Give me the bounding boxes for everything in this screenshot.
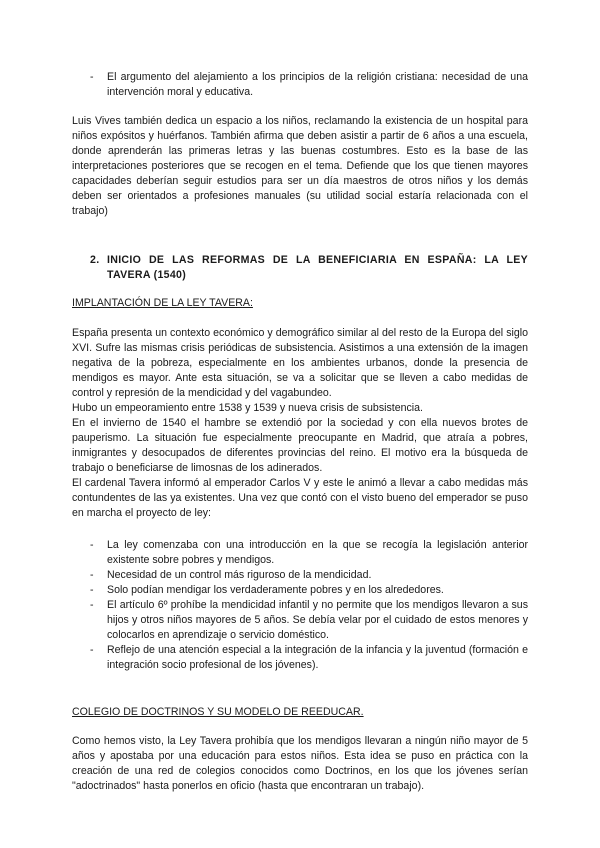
document-page: [72, 70, 528, 794]
list-item: - La ley comenzaba con una introducción en la que se recogía la legislación anterior existente sobre pobres y mendigos.: [72, 538, 528, 568]
section-heading: [72, 253, 528, 283]
paragraph-espana-3: En el invierno de 1540 el hambre se extendió por la sociedad y con ella nuevos brotes de pauperismo. La situación fue especialmente preocupante en Madrid, que atraía a pobres, inmigrantes y desocupados de diferentes provincias del reino. El motivo era la búsqueda de trabajo o beneficiarse de limosnas de los adinerados.: [72, 417, 528, 474]
paragraph-espana-2: Hubo un empeoramiento entre 1538 y 1539 y nueva crisis de subsistencia.: [72, 402, 423, 414]
section-title: INICIO DE LAS REFORMAS DE LA BENEFICIARIA EN ESPAÑA: LA LEY TAVERA (1540): [107, 254, 528, 281]
paragraph-vives: Luis Vives también dedica un espacio a los niños, reclamando la existencia de un hospital para niños expósitos y huérfanos. También afirma que deben asistir a partir de 6 años a una escuela, donde aprenderán las primeras letras y las buenas costumbres. Esto es la base de las interpretaciones posteriores que se recogen en el tema. Defiende que los que tienen mayores capacidades deberían seguir estudios para ser un día maestros de otros niños y los demás deben ser orientados a profesiones manuales (su utilidad social estaría relacionada con el trabajo): [72, 115, 528, 217]
subheading-colegio: COLEGIO DE DOCTRINOS Y SU MODELO DE REEDUCAR.: [72, 706, 364, 718]
list-item: - El artículo 6º prohíbe la mendicidad infantil y no permite que los mendigos llevaron a sus hijos y otros niños mayores de 5 años. Se debía velar por el cuidado de estos menores y colocarlos en aprendizaje o servicio doméstico.: [72, 598, 528, 643]
list-item: - El argumento del alejamiento a los principios de la religión cristiana: necesidad de una intervención moral y educativa.: [72, 70, 528, 100]
subheading-implantacion: IMPLANTACIÓN DE LA LEY TAVERA:: [72, 297, 253, 309]
bullet-list-ley: [72, 538, 528, 673]
paragraph-espana-1: España presenta un contexto económico y demográfico similar al del resto de la Europa del siglo XVI. Sufre las mismas crisis periódicas de subsistencia. Asistimos a una extensión de la imagen negativa de la pobreza, especialmente en los ambientes urbanos, donde la presencia de mendigos es mayor. Ante esta situación, se va a solicitar que se lleven a cabo medidas de control y represión de la mendicidad y del vagabundeo.: [72, 327, 528, 399]
section-number: 2.: [90, 254, 100, 266]
list-item: - Solo podían mendigar los verdaderamente pobres y en los alrededores.: [72, 583, 528, 598]
list-item: - Reflejo de una atención especial a la integración de la infancia y la juventud (formación e integración socio profesional de los jóvenes).: [72, 643, 528, 673]
bullet-list-top: [72, 70, 528, 100]
paragraph-espana-4: El cardenal Tavera informó al emperador Carlos V y este le animó a llevar a cabo medidas más contundentes de las ya existentes. Una vez que contó con el visto bueno del emperador se puso en marcha el proyecto de ley:: [72, 477, 528, 519]
list-item: - Necesidad de un control más riguroso de la mendicidad.: [72, 568, 528, 583]
paragraph-colegio: Como hemos visto, la Ley Tavera prohibía que los mendigos llevaran a ningún niño mayor de 5 años y apostaba por una educación para estos niños. Esta idea se puso en práctica con la creación de una red de colegios conocidos como Doctrinos, en los que los jóvenes serían "adoctrinados" hasta ponerlos en oficio (hasta que encontraran un trabajo).: [72, 735, 528, 792]
